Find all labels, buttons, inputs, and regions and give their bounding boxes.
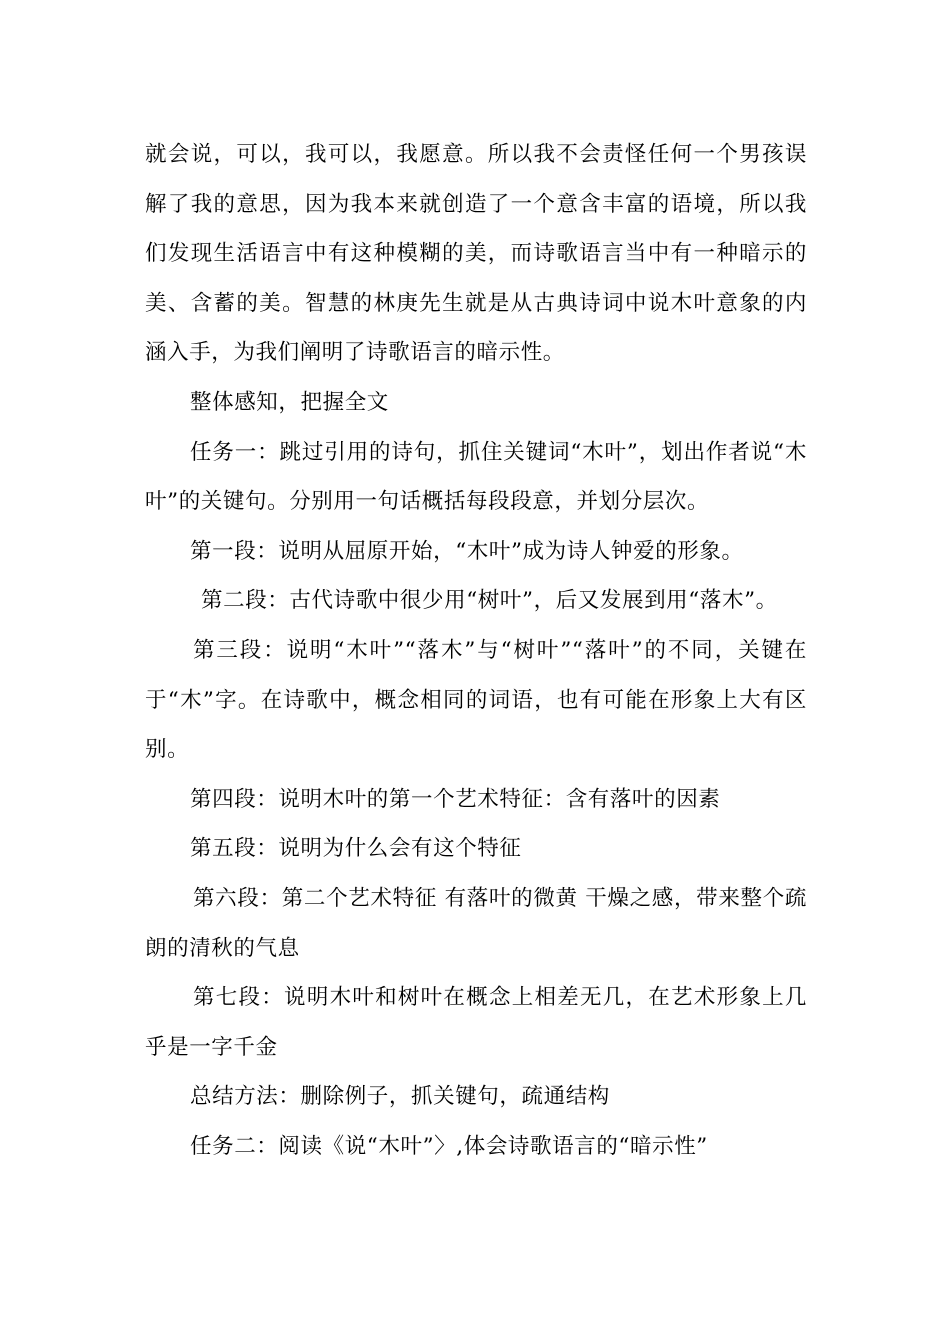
task-one-paragraph: 任务一：跳过引用的诗句，抓住关键词“木叶”，划出作者说“木叶”的关键句。分别用一句话概括每段段意，并划分层次。	[145, 439, 807, 515]
section-five-summary: 第五段：说明为什么会有这个特征	[190, 836, 522, 862]
section-one-summary: 第一段：说明从屈原开始，“木叶”成为诗人钟爱的形象。	[190, 538, 744, 564]
section-six-summary: 第六段：第二个艺术特征 有落叶的微黄 干燥之感，带来整个疏朗的清秋的气息	[145, 885, 807, 961]
document-body	[145, 130, 807, 1171]
task-two-paragraph: 任务二：阅读《说“木叶”〉,体会诗歌语言的“暗示性”	[190, 1133, 708, 1159]
section-three-summary: 第三段：说明“木叶”“落木”与“树叶”“落叶”的不同，关键在于“木”字。在诗歌中，概念相同的词语，也有可能在形象上大有区别。	[145, 637, 807, 763]
section-heading-overall-perception: 整体感知，把握全文	[190, 389, 389, 415]
method-summary: 总结方法：删除例子，抓关键句，疏通结构	[190, 1084, 610, 1110]
section-two-summary: 第二段：古代诗歌中很少用“树叶”，后又发展到用“落木”。	[201, 588, 778, 614]
section-seven-summary: 第七段：说明木叶和树叶在概念上相差无几，在艺术形象上几乎是一字千金	[145, 985, 807, 1060]
paragraph-continuation: 就会说，可以，我可以，我愿意。所以我不会责怪任何一个男孩误解了我的意思，因为我本来就创造了一个意含丰富的语境，所以我们发现生活语言中有这种模糊的美，而诗歌语言当中有一种暗示的美、含蓄的美。智慧的林庚先生就是从古典诗词中说木叶意象的内涵入手，为我们阐明了诗歌语言的暗示性。	[145, 142, 807, 366]
section-four-summary: 第四段：说明木叶的第一个艺术特征：含有落叶的因素	[190, 786, 721, 812]
